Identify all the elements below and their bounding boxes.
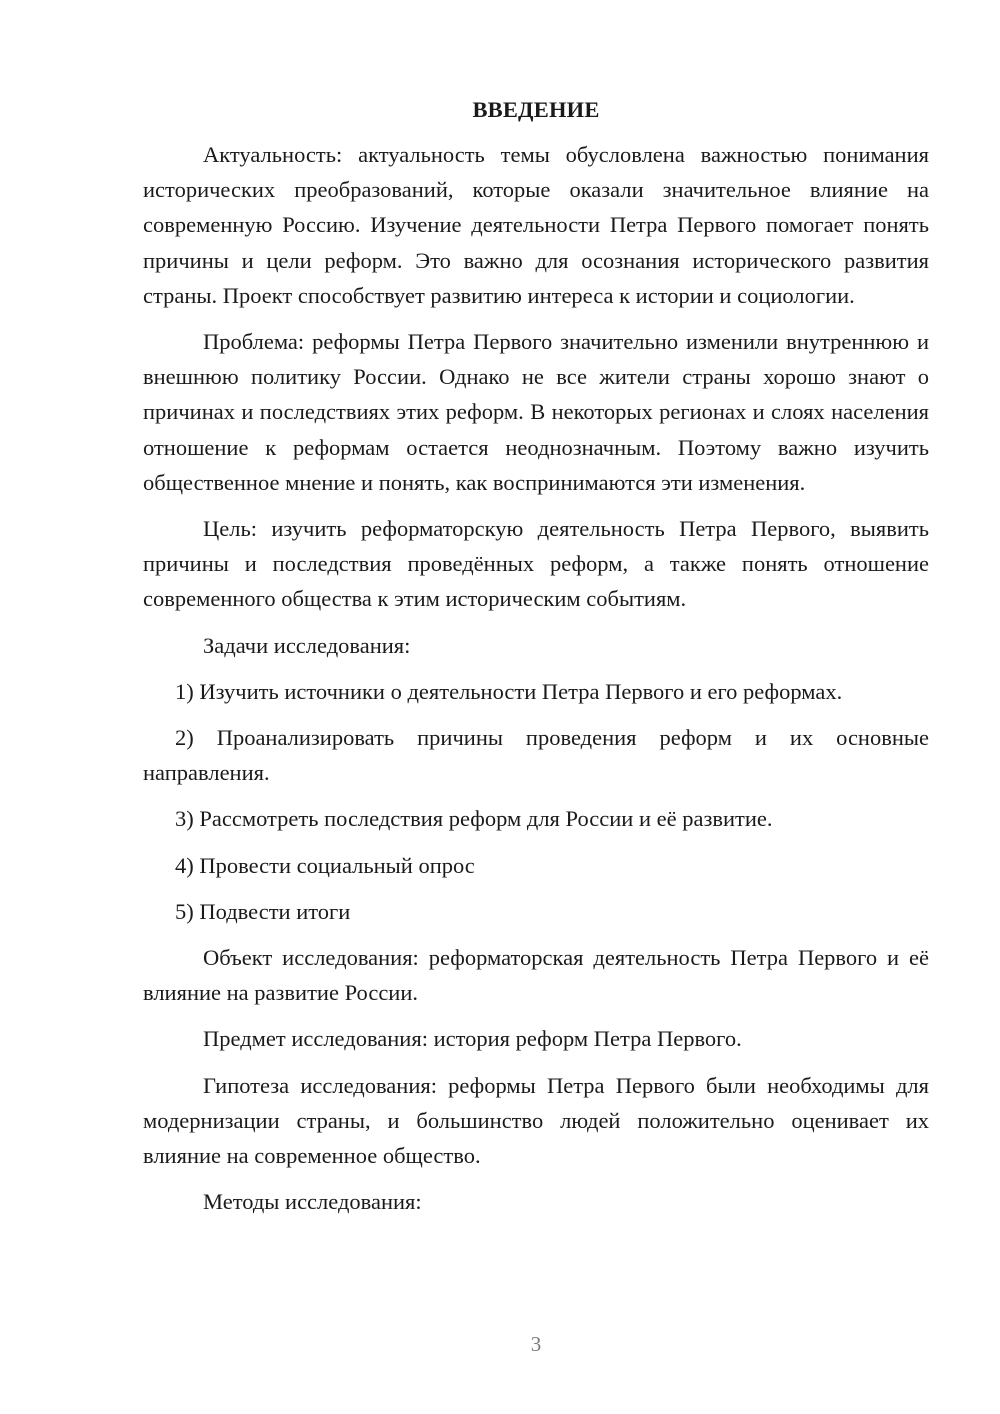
page-title: ВВЕДЕНИЕ [472, 97, 600, 122]
paragraph-tasks-title: Задачи исследования: [203, 632, 411, 658]
paragraph-relevance: Актуальность: актуальность темы обусловлена важностью понимания исторических преобразований, которые оказали значительное влияние на современную Россию. Изучение деятельности Петра Первого помогает понять причины и цели реформ. Это важно для осознания исторического развития страны. Проект способствует развитию интереса к истории и социологии. [143, 142, 929, 308]
text-body [143, 92, 929, 1230]
task-item-2: 2) Проанализировать причины проведения реформ и их основные направления. [143, 725, 929, 786]
paragraph-subject: Предмет исследования: история реформ Петра Первого. [203, 1026, 742, 1052]
page-number: 3 [530, 1332, 542, 1356]
paragraph-methods: Методы исследования: [203, 1189, 422, 1215]
paragraph-hypothesis: Гипотеза исследования: реформы Петра Первого были необходимы для модернизации страны, и большинство людей положительно оценивает их влияние на современное общество. [143, 1072, 929, 1169]
task-item-3: 3) Рассмотреть последствия реформ для России и её развитие. [175, 806, 773, 832]
task-item-1: 1) Изучить источники о деятельности Петра Первого и его реформах. [175, 678, 843, 704]
task-item-4: 4) Провести социальный опрос [175, 852, 475, 878]
task-item-5: 5) Подвести итоги [175, 898, 351, 924]
paragraph-object: Объект исследования: реформаторская деятельность Петра Первого и её влияние на развитие России. [143, 945, 929, 1006]
paragraph-goal: Цель: изучить реформаторскую деятельность Петра Первого, выявить причины и последствия проведённых реформ, а также понять отношение современного общества к этим историческим событиям. [143, 516, 929, 612]
paragraph-problem: Проблема: реформы Петра Первого значительно изменили внутреннюю и внешнюю политику России. Однако не все жители страны хорошо знают о причинах и последствиях этих реформ. В некоторых регионах и слоях населения отношение к реформам остается неоднозначным. Поэтому важно изучить общественное мнение и понять, как воспринимаются эти изменения. [143, 329, 929, 495]
